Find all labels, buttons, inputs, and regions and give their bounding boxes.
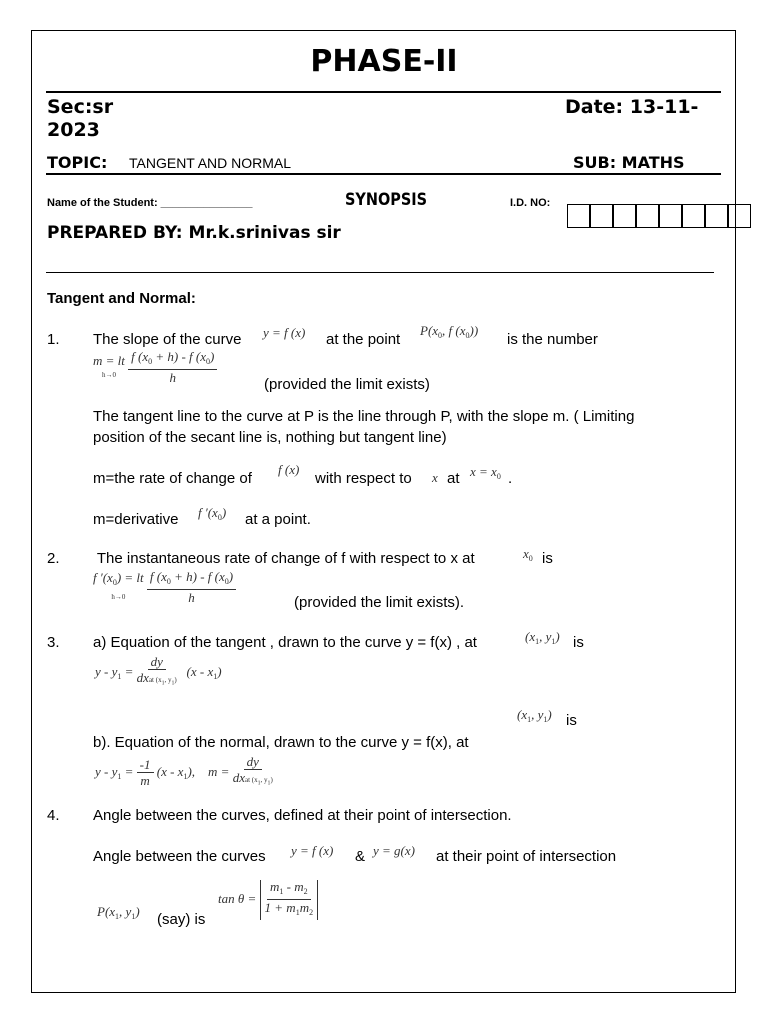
- formula-y-eq-fx-2: y = f (x): [291, 843, 334, 858]
- item4-text-b: Angle between the curves: [93, 848, 266, 865]
- item4-text-a: Angle between the curves, defined at their point of intersection.: [93, 807, 512, 824]
- item1-text-b: at the point: [326, 331, 401, 348]
- tangent-paragraph-line2: position of the secant line is, nothing but tangent line): [93, 429, 447, 446]
- item3-text-c: is: [566, 712, 577, 729]
- id-digit-box[interactable]: [567, 204, 590, 228]
- derivative-text-a: m=derivative: [93, 511, 179, 528]
- item3-text-b: is: [573, 634, 584, 651]
- prepared-by: PREPARED BY: Mr.k.srinivas sir: [47, 223, 341, 243]
- item-number: 1.: [47, 331, 60, 348]
- item-number: 2.: [47, 550, 60, 567]
- rate-text-b: with respect to: [315, 470, 412, 487]
- rate-text-c: at: [447, 470, 460, 487]
- id-digit-box[interactable]: [682, 204, 705, 228]
- ampersand: &: [355, 848, 366, 865]
- formula-point-p-x1y1: $P(x_1$, $y_1$): [97, 904, 140, 921]
- limit-note: (provided the limit exists): [264, 376, 430, 393]
- title-rule: [46, 91, 721, 93]
- section-label: Sec:sr: [47, 96, 114, 118]
- item1-text-a: The slope of the curve: [93, 331, 242, 348]
- id-digit-box[interactable]: [728, 204, 751, 228]
- id-label: I.D. NO:: [510, 197, 551, 209]
- formula-x-eq-x0: $x = x_0$: [470, 464, 501, 481]
- topic-label: TOPIC:: [47, 153, 108, 172]
- id-digit-box[interactable]: [636, 204, 659, 228]
- id-digit-box[interactable]: [590, 204, 613, 228]
- rate-text-d: .: [508, 470, 513, 487]
- id-digit-box[interactable]: [613, 204, 636, 228]
- formula-fx: f (x): [278, 462, 300, 477]
- item4-text-c: at their point of intersection: [436, 848, 617, 865]
- formula-slope-limit: m = lt h→0 $\frac{f (x_0 + h) - f (x_0)}{h}$: [93, 350, 217, 385]
- say-text: (say) is: [157, 911, 206, 928]
- section-heading: Tangent and Normal:: [47, 290, 196, 307]
- formula-point-x1y1: ($x_1$, $y_1$): [525, 629, 560, 646]
- formula-point-p: $P(x_0$, f $(x_0)$): [420, 323, 479, 340]
- formula-x: x: [432, 470, 438, 485]
- item-number: 4.: [47, 807, 60, 824]
- date-label: Date: 13-11-: [565, 96, 699, 118]
- tangent-paragraph-line1: The tangent line to the curve at P is the line through P, with the slope m. ( Limiting: [93, 408, 635, 425]
- topic-rule: [46, 173, 721, 175]
- formula-point-x1y1-b: ($x_1$, $y_1$): [517, 707, 552, 724]
- date-year: 2023: [47, 119, 100, 141]
- item2-text-b: is: [542, 550, 553, 567]
- item-number: 3.: [47, 634, 60, 651]
- item2-text-a: The instantaneous rate of change of f with respect to x at: [93, 550, 475, 567]
- rate-text-a: m=the rate of change of: [93, 470, 252, 487]
- formula-tangent-equation: y - $y_1$ = $\frac{dy}{dxat (x_1, y_1)}$ $(x - x_1)$: [95, 654, 222, 687]
- formula-x0: $x_0$: [523, 546, 533, 563]
- formula-tan-theta: tan θ = $\frac{m_1 - m_2}{1 + m_1m_2}$: [218, 880, 318, 920]
- item1-text-c: is the number: [507, 331, 598, 348]
- formula-f-prime-x0: f $'(x_0)$: [198, 505, 227, 522]
- id-digit-box[interactable]: [705, 204, 728, 228]
- item3-text-d: b). Equation of the normal, drawn to the curve y = f(x), at: [93, 734, 469, 751]
- formula-y-eq-gx: y = g(x): [373, 843, 415, 858]
- formula-instantaneous-rate: f $'(x_0)$ = lt h→0 $\frac{f (x_0 + h) - f (x_0)}{h}$: [93, 570, 236, 605]
- derivative-text-b: at a point.: [245, 511, 311, 528]
- topic-value: TANGENT AND NORMAL: [129, 155, 292, 171]
- limit-note-2: (provided the limit exists).: [294, 594, 465, 611]
- item3-text-a: a) Equation of the tangent , drawn to the curve y = f(x) , at: [93, 634, 477, 651]
- formula-y-eq-fx: y = f (x): [263, 325, 306, 340]
- formula-normal-equation: y - $y_1$ = $\frac{-1}{m}$ $(x - x_1)$, m = $\frac{dy}{dxat (x_1, y_1)}$: [95, 754, 273, 789]
- page-title: PHASE-II: [310, 44, 458, 79]
- id-digit-box[interactable]: [659, 204, 682, 228]
- header-bottom-rule: [46, 272, 714, 273]
- student-name-field: Name of the Student: _______________: [47, 197, 253, 209]
- subject-label: SUB: MATHS: [573, 153, 685, 172]
- synopsis-label: SYNOPSIS: [345, 190, 428, 210]
